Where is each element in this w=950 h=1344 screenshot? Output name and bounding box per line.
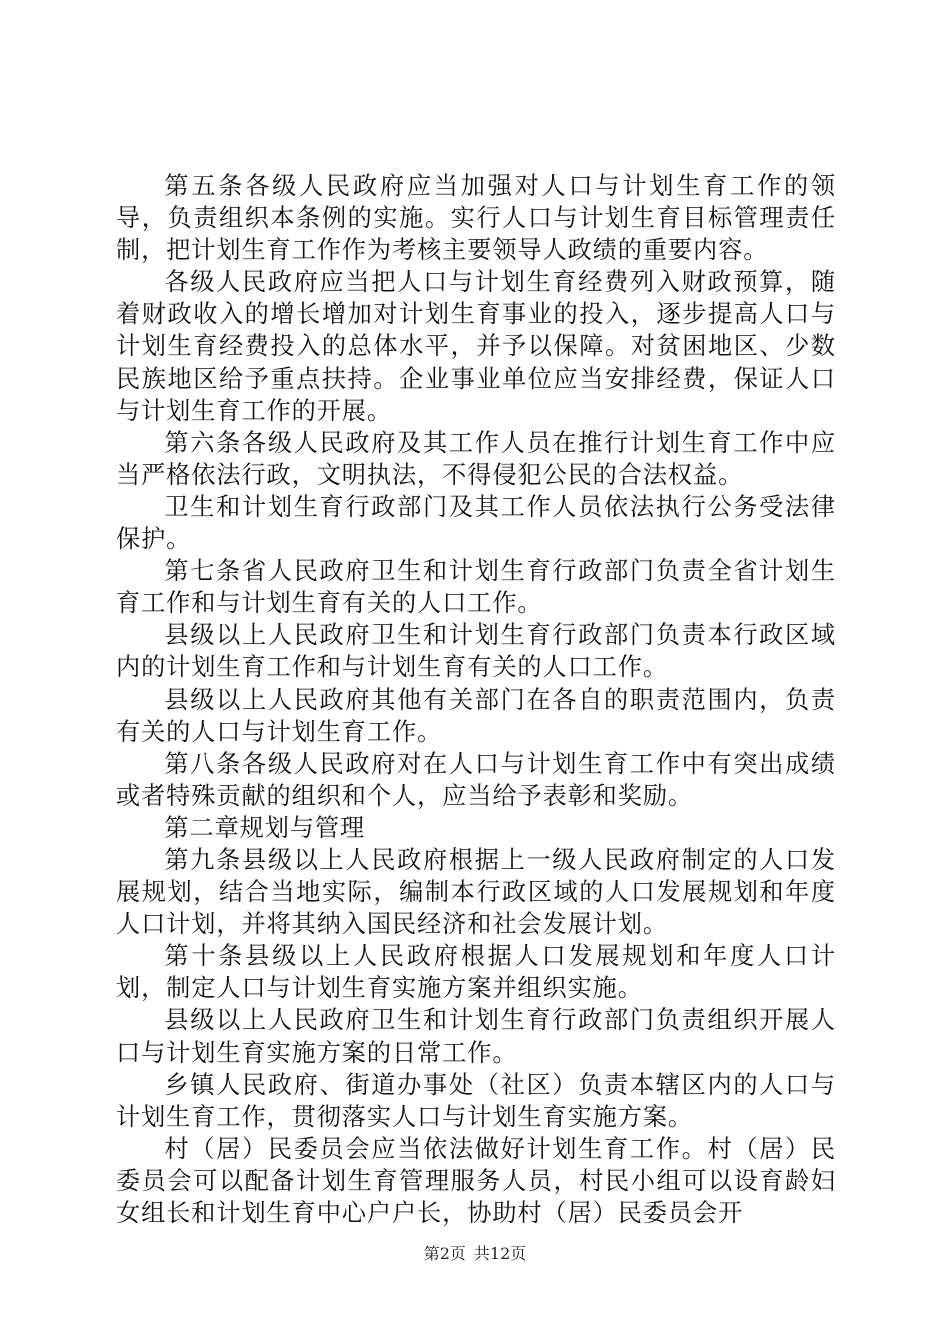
paragraph-budget: 各级人民政府应当把人口与计划生育经费列入财政预算，随着财政收入的增长增加对计划生育事业的投入，逐步提高人口与计划生育经费投入的总体水平，并予以保障。对贫困地区、少数民族地区给予重点扶持。企业事业单位应当安排经费，保证人口与计划生育工作的开展。 — [116, 268, 836, 425]
paragraph-article-8: 第八条各级人民政府对在人口与计划生育工作中有突出成绩或者特殊贡献的组织和个人，应当给予表彰和奖励。 — [116, 749, 836, 810]
chapter-heading: 第二章规划与管理 — [164, 813, 366, 842]
paragraph-article-10: 第十条县级以上人民政府根据人口发展规划和年度人口计划，制定人口与计划生育实施方案并组织实施。 — [116, 942, 836, 1003]
paragraph-implementation: 县级以上人民政府卫生和计划生育行政部门负责组织开展人口与计划生育实施方案的日常工作。 — [116, 1006, 836, 1067]
paragraph-article-5: 第五条各级人民政府应当加强对人口与计划生育工作的领导，负责组织本条例的实施。实行人口与计划生育目标管理责任制，把计划生育工作作为考核主要领导人政绩的重要内容。 — [116, 172, 836, 265]
document-body — [116, 170, 836, 1229]
paragraph-article-9: 第九条县级以上人民政府根据上一级人民政府制定的人口发展规划，结合当地实际，编制本行政区域的人口发展规划和年度人口计划，并将其纳入国民经济和社会发展计划。 — [116, 845, 836, 939]
paragraph-article-7: 第七条省人民政府卫生和计划生育行政部门负责全省计划生育工作和与计划生育有关的人口工作。 — [116, 557, 836, 618]
paragraph-township: 乡镇人民政府、街道办事处（社区）负责本辖区内的人口与计划生育工作，贯彻落实人口与计划生育实施方案。 — [116, 1070, 836, 1131]
page-total: 共12页 — [473, 1244, 527, 1263]
paragraph-county-department: 县级以上人民政府卫生和计划生育行政部门负责本行政区域内的计划生育工作和与计划生育有关的人口工作。 — [116, 621, 836, 682]
page-footer — [0, 1244, 950, 1264]
paragraph-legal-protection: 卫生和计划生育行政部门及其工作人员依法执行公务受法律保护。 — [116, 492, 836, 554]
page-number: 第2页 — [423, 1244, 466, 1263]
paragraph-article-6: 第六条各级人民政府及其工作人员在推行计划生育工作中应当严格依法行政，文明执法，不得侵犯公民的合法权益。 — [116, 428, 836, 489]
paragraph-village-committee: 村（居）民委员会应当依法做好计划生育工作。村（居）民委员会可以配备计划生育管理服务人员，村民小组可以设育龄妇女组长和计划生育中心户户长，协助村（居）民委员会开 — [116, 1134, 836, 1227]
paragraph-other-departments: 县级以上人民政府其他有关部门在各自的职责范围内，负责有关的人口与计划生育工作。 — [116, 685, 836, 746]
